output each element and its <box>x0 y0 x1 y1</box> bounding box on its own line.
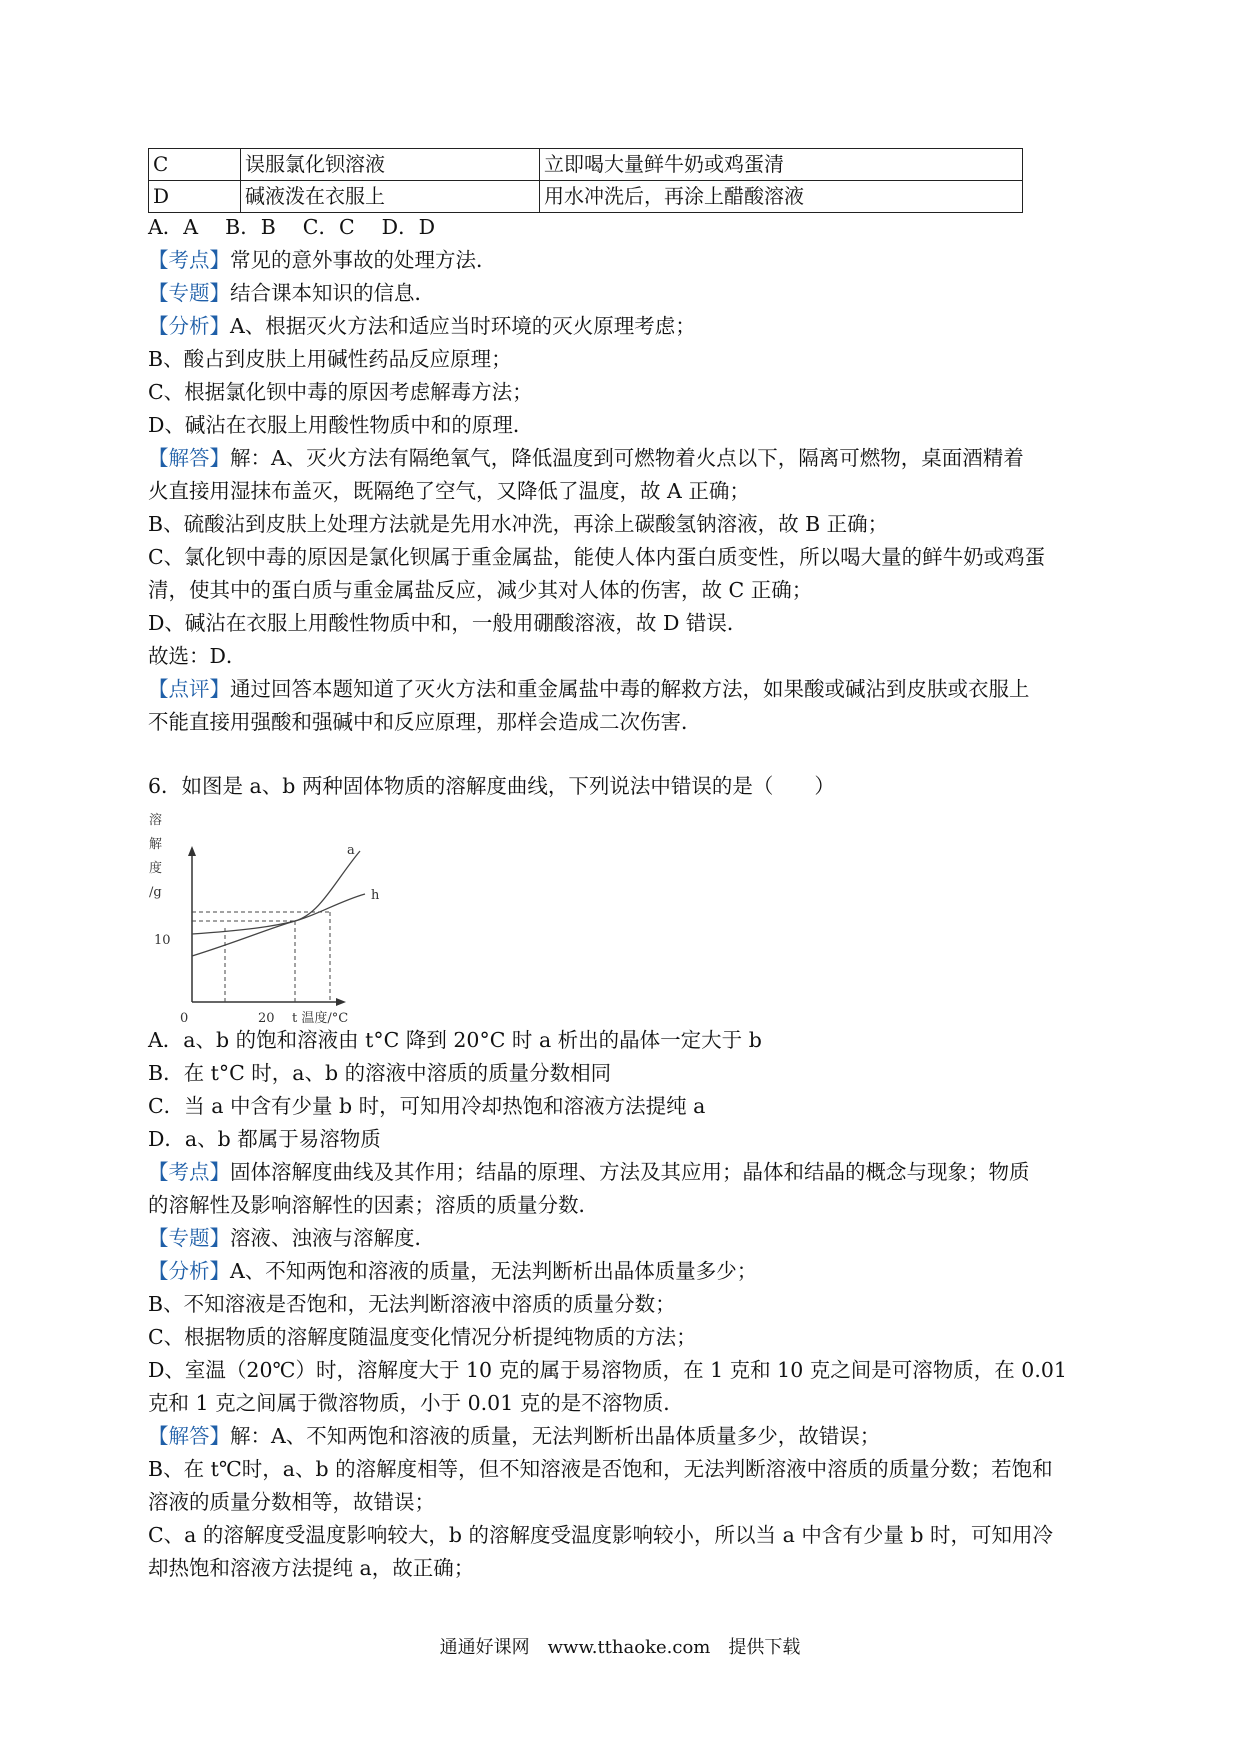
q5-fenxi-a: A、根据灭火方法和适应当时环境的灭火原理考虑； <box>230 314 696 338</box>
table-row <box>149 149 1023 181</box>
table-cell-method: 用水冲洗后，再涂上醋酸溶液 <box>540 181 1023 213</box>
tag-kaodian: 【考点】 <box>148 248 230 272</box>
q5-jieda-6: D、碱沾在衣服上用酸性物质中和，一般用硼酸溶液，故 D 错误． <box>148 611 748 635</box>
q6-option-d: D．a、b 都属于易溶物质 <box>148 1127 381 1151</box>
table-cell-method: 立即喝大量鲜牛奶或鸡蛋清 <box>540 149 1023 181</box>
tag-jieda: 【解答】 <box>148 1424 230 1448</box>
q5-jieda-4: C、氯化钡中毒的原因是氯化钡属于重金属盐，能使人体内蛋白质变性，所以喝大量的鲜牛奶或鸡蛋 <box>148 545 1046 569</box>
table-cell-label: C <box>149 149 241 181</box>
q6-jieda-5: 却热饱和溶液方法提纯 a，故正确； <box>148 1556 475 1580</box>
q5-guxuan: 故选：D． <box>148 644 247 668</box>
q5-fenxi-c: C、根据氯化钡中毒的原因考虑解毒方法； <box>148 380 533 404</box>
tag-jieda: 【解答】 <box>148 446 230 470</box>
x-tick-t: t 温度/°C <box>292 1011 349 1026</box>
tag-fenxi: 【分析】 <box>148 1259 230 1283</box>
y-axis-label <box>149 812 162 900</box>
x-tick-20: 20 <box>258 1011 275 1026</box>
q6-fenxi-c: C、根据物质的溶解度随温度变化情况分析提纯物质的方法； <box>148 1325 697 1349</box>
x-axis-arrow <box>336 998 346 1006</box>
q6-fenxi-a: A、不知两饱和溶液的质量，无法判断析出晶体质量多少； <box>230 1259 758 1283</box>
origin-label: 0 <box>180 1011 189 1026</box>
curve-b-label: h <box>371 888 380 903</box>
q5-fenxi-b: B、酸占到皮肤上用碱性药品反应原理； <box>148 347 512 371</box>
q5-fenxi-d: D、碱沾在衣服上用酸性物质中和的原理． <box>148 413 534 437</box>
q6-jieda <box>148 1420 880 1453</box>
q5-jieda-1: 解：A、灭火方法有隔绝氧气，降低温度到可燃物着火点以下，隔离可燃物，桌面酒精着 <box>230 446 1024 470</box>
y-axis-arrow <box>188 846 196 856</box>
q5-kaodian-text: 常见的意外事故的处理方法． <box>230 248 497 272</box>
curve-a <box>192 851 360 956</box>
q6-kaodian-2: 的溶解性及影响溶解性的因素；溶质的质量分数． <box>148 1193 599 1217</box>
q5-fenxi <box>148 310 696 343</box>
q6-fenxi-d1: D、室温（20℃）时，溶解度大于 10 克的属于易溶物质，在 1 克和 10 克之间是可溶物质，在 0.01 <box>148 1358 1067 1382</box>
q6-fenxi-d2: 克和 1 克之间属于微溶物质，小于 0.01 克的是不溶物质． <box>148 1391 684 1415</box>
q6-fenxi-b: B、不知溶液是否饱和，无法判断溶液中溶质的质量分数； <box>148 1292 676 1316</box>
q5-jieda-5: 清，使其中的蛋白质与重金属盐反应，减少其对人体的伤害，故 C 正确； <box>148 578 813 602</box>
options-table <box>148 148 1023 213</box>
tag-zhuanti: 【专题】 <box>148 281 230 305</box>
q5-zhuanti <box>148 277 435 310</box>
q5-dianping-1: 通过回答本题知道了灭火方法和重金属盐中毒的解救方法，如果酸或碱沾到皮肤或衣服上 <box>230 677 1030 701</box>
q5-kaodian <box>148 244 497 277</box>
q5-options: A．A B．B C．C D．D <box>148 215 436 239</box>
y-label-char: 解 <box>149 837 163 852</box>
curve-b <box>192 894 365 934</box>
tag-dianping: 【点评】 <box>148 677 230 701</box>
y-tick-10: 10 <box>154 933 171 948</box>
table-row <box>149 181 1023 213</box>
q6-kaodian <box>148 1156 1030 1189</box>
y-label-char: 度 <box>149 861 163 876</box>
table-cell-event: 碱液泼在衣服上 <box>241 181 540 213</box>
q5-jieda <box>148 442 1024 475</box>
q5-zhuanti-text: 结合课本知识的信息． <box>230 281 435 305</box>
q6-option-b: B．在 t°C 时，a、b 的溶液中溶质的质量分数相同 <box>148 1061 612 1085</box>
q6-zhuanti <box>148 1222 435 1255</box>
solubility-curve-figure <box>140 806 380 1026</box>
page-footer: 通通好课网 www.tthaoke.com 提供下载 <box>439 1637 801 1658</box>
q6-jieda-1: 解：A、不知两饱和溶液的质量，无法判断析出晶体质量多少，故错误； <box>230 1424 881 1448</box>
q5-jieda-2: 火直接用湿抹布盖灭，既隔绝了空气，又降低了温度，故 A 正确； <box>148 479 750 503</box>
tag-fenxi: 【分析】 <box>148 314 230 338</box>
q6-jieda-2: B、在 t℃时，a、b 的溶解度相等，但不知溶液是否饱和，无法判断溶液中溶质的质量分数；若饱和 <box>148 1457 1053 1481</box>
tag-kaodian: 【考点】 <box>148 1160 230 1184</box>
table-cell-label: D <box>149 181 241 213</box>
q6-jieda-4: C、a 的溶解度受温度影响较大，b 的溶解度受温度影响较小，所以当 a 中含有少量 b 时，可知用冷 <box>148 1523 1053 1547</box>
q6-stem: 6．如图是 a、b 两种固体物质的溶解度曲线，下列说法中错误的是（ ） <box>148 774 835 798</box>
q5-dianping-2: 不能直接用强酸和强碱中和反应原理，那样会造成二次伤害． <box>148 710 702 734</box>
q6-zhuanti-text: 溶液、浊液与溶解度． <box>230 1226 435 1250</box>
tag-zhuanti: 【专题】 <box>148 1226 230 1250</box>
q6-kaodian-1: 固体溶解度曲线及其作用；结晶的原理、方法及其应用；晶体和结晶的概念与现象；物质 <box>230 1160 1030 1184</box>
q6-option-a: A．a、b 的饱和溶液由 t°C 降到 20°C 时 a 析出的晶体一定大于 b <box>148 1028 762 1052</box>
q6-fenxi <box>148 1255 757 1288</box>
q6-option-c: C．当 a 中含有少量 b 时，可知用冷却热饱和溶液方法提纯 a <box>148 1094 706 1118</box>
curve-a-label: a <box>347 843 355 858</box>
q5-dianping <box>148 673 1030 706</box>
q6-jieda-3: 溶液的质量分数相等，故错误； <box>148 1490 435 1514</box>
y-label-char: /g <box>149 885 162 900</box>
y-label-char: 溶 <box>149 813 163 828</box>
table-cell-event: 误服氯化钡溶液 <box>241 149 540 181</box>
q5-jieda-3: B、硫酸沾到皮肤上处理方法就是先用水冲洗，再涂上碳酸氢钠溶液，故 B 正确； <box>148 512 889 536</box>
